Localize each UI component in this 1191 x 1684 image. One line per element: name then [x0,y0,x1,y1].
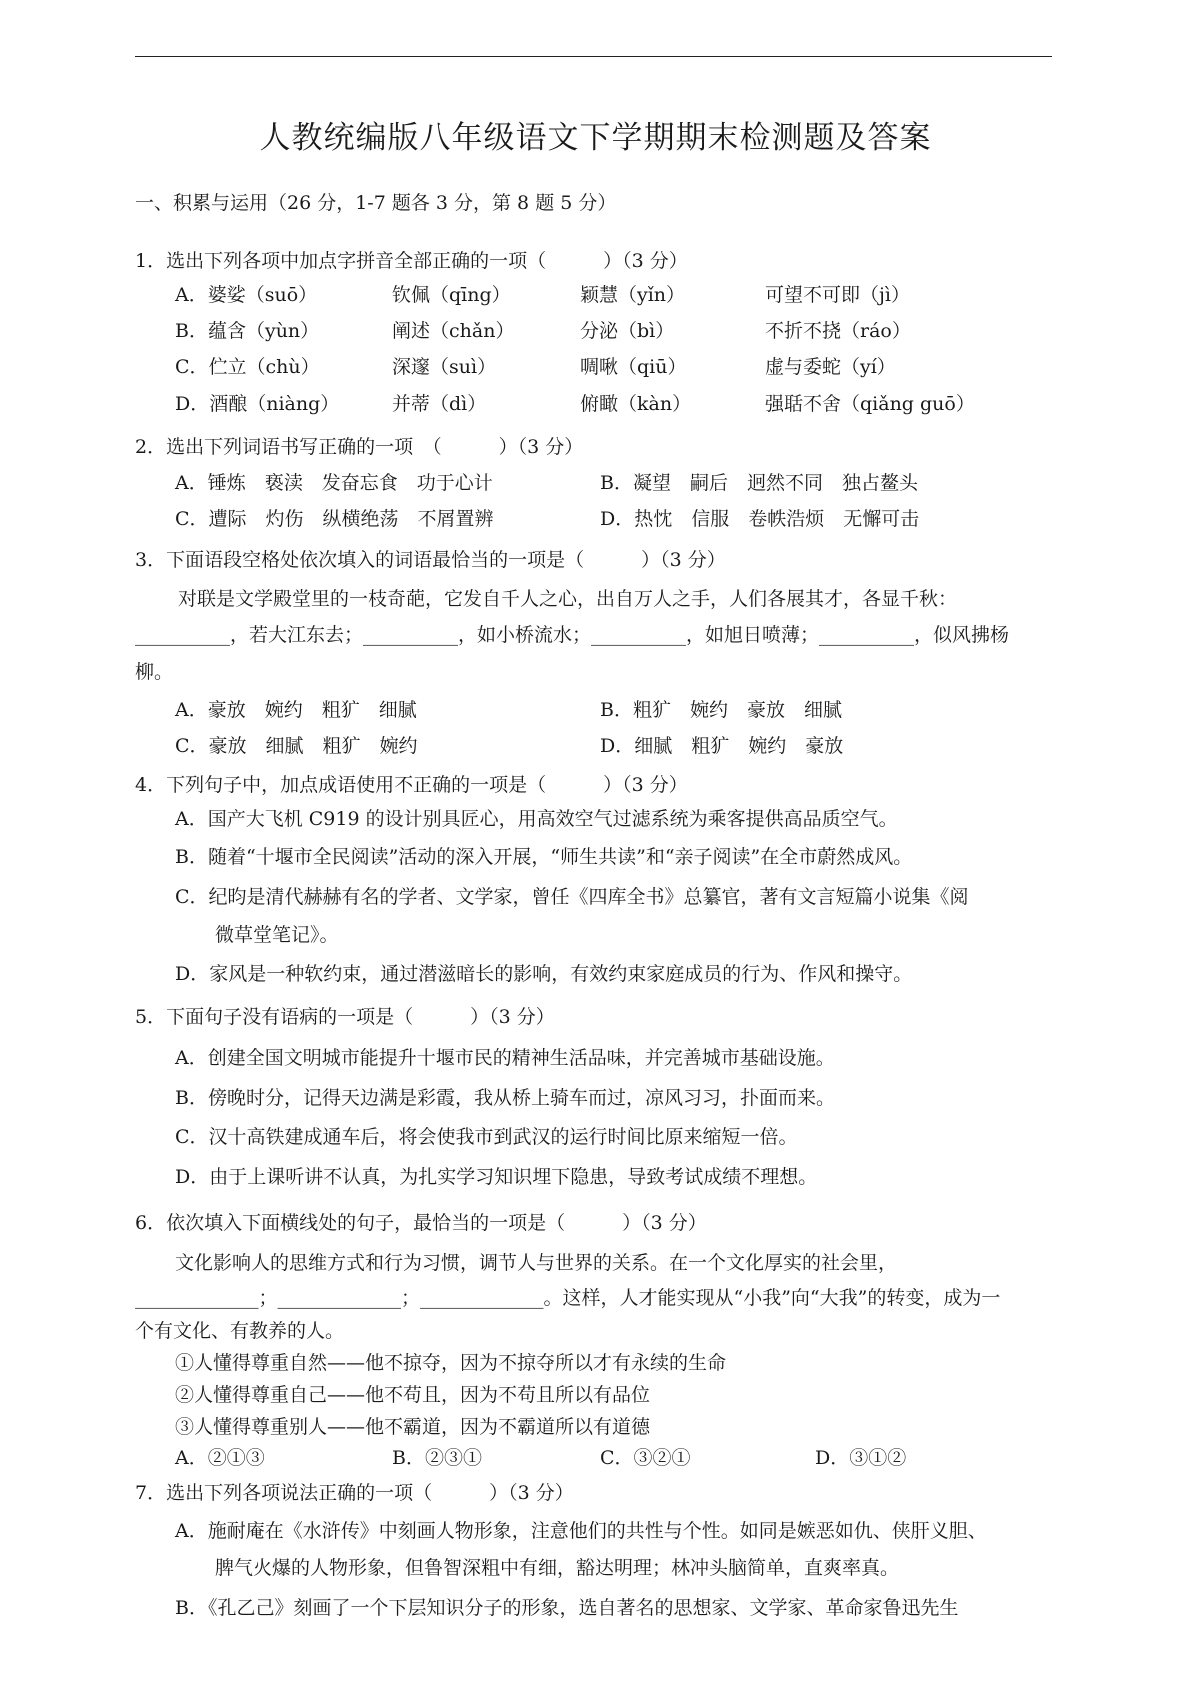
q2-stem: 2．选出下列词语书写正确的一项 （ ）（3 分） [135,436,584,458]
q5-option-c: C．汉十高铁建成通车后，将会使我市到武汉的运行时间比原来缩短一倍。 [175,1126,798,1148]
q6-sentence-1: ①人懂得尊重自然——他不掠夺，因为不掠夺所以才有永续的生命 [175,1352,727,1374]
q1-row-b-item: 分泌（bì） [580,320,675,342]
q6-option-a: A．②①③ [175,1447,265,1469]
q3-stem: 3．下面语段空格处依次填入的词语最恰当的一项是（ ）（3 分） [135,549,726,571]
q6-option-d: D．③①② [815,1447,907,1469]
q1-row-a-item: 可望不可即（jì） [765,284,910,306]
q1-row-a-item: 颖慧（yǐn） [580,284,686,306]
q1-row-b-item: B．蕴含（yùn） [175,320,320,342]
q1-row-c-item: 啁啾（qiū） [580,356,687,378]
q5-option-b: B．傍晚时分，记得天边满是彩霞，我从桥上骑车而过，凉风习习，扑面而来。 [175,1087,835,1109]
q3-passage-line2: __________，若大江东去；__________，如小桥流水；__________，如旭日喷薄；__________，似风拂杨 [135,624,1010,646]
q6-passage-line2: _____________；_____________；_____________。这样，人才能实现从“小我”向“大我”的转变，成为一 [135,1287,1001,1309]
q4-option-b: B．随着“十堰市全民阅读”活动的深入开展，“师生共读”和“亲子阅读”在全市蔚然成风。 [175,846,913,868]
q1-row-c-item: 深邃（suì） [392,356,497,378]
q6-option-c: C．③②① [600,1447,691,1469]
q1-row-d-item: D．酒酿（niàng） [175,393,340,415]
q6-passage-line3: 个有文化、有教养的人。 [135,1320,345,1342]
q1-row-d-item: 并蒂（dì） [392,393,487,415]
q7-option-b: B．《孔乙己》刻画了一个下层知识分子的形象，选自著名的思想家、文学家、革命家鲁迅先生 [175,1597,959,1619]
q7-stem: 7．选出下列各项说法正确的一项（ ）（3 分） [135,1482,574,1504]
header-rule [135,56,1052,57]
section-heading: 一、积累与运用（26 分，1-7 题各 3 分，第 8 题 5 分） [135,192,617,214]
q4-option-d: D．家风是一种软约束，通过潜滋暗长的影响，有效约束家庭成员的行为、作风和操守。 [175,963,913,985]
q2-option-a: A．锤炼 亵渎 发奋忘食 功于心计 [175,472,493,494]
q2-option-d: D．热忱 信服 卷帙浩烦 无懈可击 [600,508,920,530]
q4-option-c: C．纪昀是清代赫赫有名的学者、文学家，曾任《四库全书》总纂官，著有文言短篇小说集《阅 [175,886,969,908]
q1-row-b-item: 不折不挠（ráo） [765,320,911,342]
q1-stem: 1．选出下列各项中加点字拼音全部正确的一项（ ）（3 分） [135,250,688,272]
q3-option-c: C．豪放 细腻 粗犷 婉约 [175,735,418,757]
q7-option-a-cont: 脾气火爆的人物形象，但鲁智深粗中有细，豁达明理；林冲头脑简单，直爽率真。 [215,1557,900,1579]
q4-stem: 4．下列句子中，加点成语使用不正确的一项是（ ）（3 分） [135,774,688,796]
q7-option-a: A．施耐庵在《水浒传》中刻画人物形象，注意他们的共性与个性。如同是嫉恶如仇、侠肝义胆、 [175,1520,987,1542]
q2-option-b: B．凝望 嗣后 迥然不同 独占鳌头 [600,472,918,494]
q3-option-d: D．细腻 粗犷 婉约 豪放 [600,735,844,757]
q6-sentence-3: ③人懂得尊重别人——他不霸道，因为不霸道所以有道德 [175,1416,651,1438]
q3-option-b: B．粗犷 婉约 豪放 细腻 [600,699,842,721]
q3-passage-line1: 对联是文学殿堂里的一枝奇葩，它发自千人之心，出自万人之手，人们各展其才，各显千秋： [178,588,958,610]
q1-row-c-item: C．伫立（chù） [175,356,320,378]
page-title: 人教统编版八年级语文下学期期末检测题及答案 [259,120,932,156]
q5-stem: 5．下面句子没有语病的一项是（ ）（3 分） [135,1006,555,1028]
q1-row-a-item: A．婆娑（suō） [175,284,318,306]
q5-option-a: A．创建全国文明城市能提升十堰市民的精神生活品味，并完善城市基础设施。 [175,1047,835,1069]
q1-row-a-item: 钦佩（qīng） [392,284,511,306]
q1-row-b-item: 阐述（chǎn） [392,320,515,342]
q6-passage-line1: 文化影响人的思维方式和行为习惯，调节人与世界的关系。在一个文化厚实的社会里， [175,1252,898,1274]
q2-option-c: C．遭际 灼伤 纵横绝荡 不屑置辨 [175,508,494,530]
q5-option-d: D．由于上课听讲不认真，为扎实学习知识埋下隐患，导致考试成绩不理想。 [175,1166,818,1188]
q1-row-d-item: 强聒不舍（qiǎng guō） [765,393,975,415]
q6-stem: 6．依次填入下面横线处的句子，最恰当的一项是（ ）（3 分） [135,1212,707,1234]
q6-sentence-2: ②人懂得尊重自己——他不苟且，因为不苟且所以有品位 [175,1384,651,1406]
q3-option-a: A．豪放 婉约 粗犷 细腻 [175,699,417,721]
q1-row-d-item: 俯瞰（kàn） [580,393,692,415]
q3-passage-line3: 柳。 [135,661,174,683]
q1-row-c-item: 虚与委蛇（yí） [765,356,896,378]
q6-option-b: B．②③① [392,1447,482,1469]
q4-option-c-cont: 微草堂笔记》。 [215,924,339,946]
q4-option-a: A．国产大飞机 C919 的设计别具匠心，用高效空气过滤系统为乘客提供高品质空气。 [175,808,898,830]
